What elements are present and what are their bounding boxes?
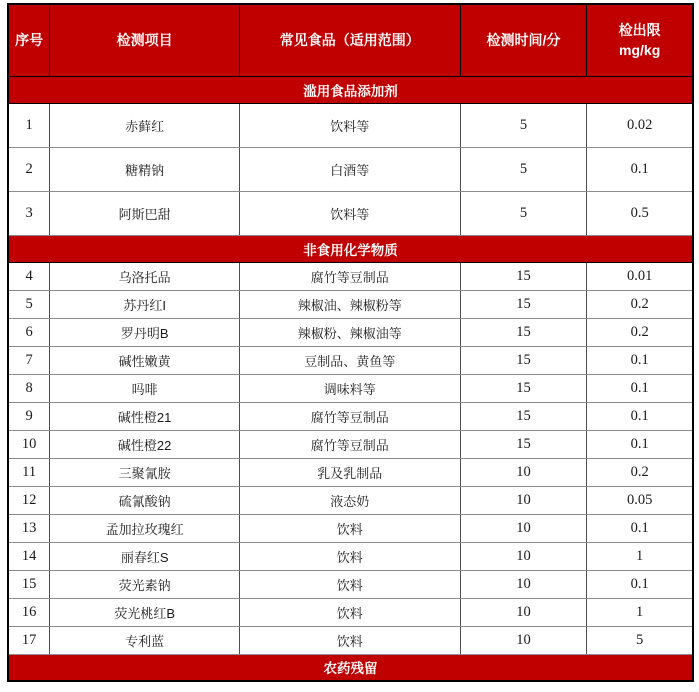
cell-item: 碱性橙22 (50, 430, 240, 458)
cell-time: 10 (460, 458, 587, 486)
cell-foods: 乳及乳制品 (240, 458, 461, 486)
section-band-pesticides (8, 654, 693, 681)
cell-limit: 0.1 (587, 147, 693, 191)
header-limit-line2: mg/kg (619, 42, 661, 59)
cell-item: 乌洛托品 (50, 262, 240, 290)
cell-limit: 1 (587, 542, 693, 570)
cell-limit: 0.2 (587, 318, 693, 346)
section-title: 滥用食品添加剂 (8, 76, 693, 103)
cell-foods: 饮料 (240, 542, 461, 570)
cell-item: 专利蓝 (50, 626, 240, 654)
cell-no: 13 (8, 514, 50, 542)
cell-limit: 0.05 (587, 486, 693, 514)
cell-time: 15 (460, 402, 587, 430)
cell-foods: 辣椒油、辣椒粉等 (240, 290, 461, 318)
cell-limit: 0.01 (587, 262, 693, 290)
section-title: 非食用化学物质 (8, 235, 693, 262)
header-item: 检测项目 (50, 4, 240, 76)
cell-no: 1 (8, 103, 50, 147)
cell-foods: 白酒等 (240, 147, 461, 191)
table-row (8, 191, 693, 235)
table-row (8, 570, 693, 598)
cell-item: 苏丹红I (50, 290, 240, 318)
cell-time: 15 (460, 262, 587, 290)
cell-limit: 0.1 (587, 346, 693, 374)
cell-time: 10 (460, 514, 587, 542)
section-title: 农药残留 (8, 654, 693, 681)
cell-time: 5 (460, 147, 587, 191)
cell-item: 阿斯巴甜 (50, 191, 240, 235)
cell-item: 荧光素钠 (50, 570, 240, 598)
cell-item: 碱性嫩黄 (50, 346, 240, 374)
cell-foods: 豆制品、黄鱼等 (240, 346, 461, 374)
table-row (8, 262, 693, 290)
cell-time: 15 (460, 346, 587, 374)
table-row (8, 290, 693, 318)
cell-foods: 调味料等 (240, 374, 461, 402)
table-header-row (8, 4, 693, 76)
table-row (8, 318, 693, 346)
cell-time: 15 (460, 290, 587, 318)
section-band-chemicals (8, 235, 693, 262)
cell-no: 16 (8, 598, 50, 626)
cell-limit: 0.1 (587, 430, 693, 458)
cell-no: 14 (8, 542, 50, 570)
cell-item: 荧光桃红B (50, 598, 240, 626)
table-row (8, 103, 693, 147)
cell-time: 10 (460, 542, 587, 570)
cell-foods: 腐竹等豆制品 (240, 430, 461, 458)
cell-item: 吗啡 (50, 374, 240, 402)
cell-limit: 5 (587, 626, 693, 654)
section-band-additives (8, 76, 693, 103)
cell-limit: 0.2 (587, 458, 693, 486)
cell-limit: 0.2 (587, 290, 693, 318)
cell-foods: 饮料 (240, 626, 461, 654)
cell-time: 5 (460, 191, 587, 235)
table-row (8, 402, 693, 430)
cell-no: 3 (8, 191, 50, 235)
table-row (8, 514, 693, 542)
table-row (8, 458, 693, 486)
cell-no: 2 (8, 147, 50, 191)
cell-time: 10 (460, 598, 587, 626)
cell-limit: 0.5 (587, 191, 693, 235)
cell-no: 6 (8, 318, 50, 346)
cell-limit: 0.1 (587, 570, 693, 598)
header-foods: 常见食品（适用范围） (240, 4, 461, 76)
detection-table (7, 3, 694, 682)
cell-no: 8 (8, 374, 50, 402)
cell-foods: 液态奶 (240, 486, 461, 514)
table-row (8, 346, 693, 374)
cell-item: 罗丹明B (50, 318, 240, 346)
cell-limit: 1 (587, 598, 693, 626)
cell-foods: 饮料 (240, 570, 461, 598)
table-row (8, 430, 693, 458)
cell-no: 11 (8, 458, 50, 486)
cell-limit: 0.1 (587, 374, 693, 402)
table-row (8, 626, 693, 654)
cell-no: 15 (8, 570, 50, 598)
cell-time: 15 (460, 374, 587, 402)
table-row (8, 542, 693, 570)
cell-limit: 0.1 (587, 514, 693, 542)
cell-time: 5 (460, 103, 587, 147)
cell-item: 三聚氰胺 (50, 458, 240, 486)
header-time: 检测时间/分 (460, 4, 587, 76)
cell-time: 10 (460, 486, 587, 514)
cell-item: 碱性橙21 (50, 402, 240, 430)
table-row (8, 598, 693, 626)
cell-foods: 饮料 (240, 598, 461, 626)
cell-item: 糖精钠 (50, 147, 240, 191)
cell-no: 4 (8, 262, 50, 290)
cell-no: 10 (8, 430, 50, 458)
cell-time: 15 (460, 430, 587, 458)
table-row (8, 147, 693, 191)
cell-item: 丽春红S (50, 542, 240, 570)
header-no: 序号 (8, 4, 50, 76)
cell-time: 10 (460, 570, 587, 598)
cell-no: 17 (8, 626, 50, 654)
header-limit (587, 4, 693, 76)
cell-no: 7 (8, 346, 50, 374)
cell-no: 5 (8, 290, 50, 318)
cell-item: 硫氰酸钠 (50, 486, 240, 514)
cell-foods: 饮料 (240, 514, 461, 542)
table-row (8, 374, 693, 402)
cell-foods: 腐竹等豆制品 (240, 402, 461, 430)
cell-foods: 辣椒粉、辣椒油等 (240, 318, 461, 346)
cell-foods: 腐竹等豆制品 (240, 262, 461, 290)
cell-no: 9 (8, 402, 50, 430)
cell-foods: 饮料等 (240, 191, 461, 235)
cell-limit: 0.02 (587, 103, 693, 147)
cell-item: 赤藓红 (50, 103, 240, 147)
cell-limit: 0.1 (587, 402, 693, 430)
cell-no: 12 (8, 486, 50, 514)
cell-time: 15 (460, 318, 587, 346)
table-row (8, 486, 693, 514)
cell-foods: 饮料等 (240, 103, 461, 147)
header-limit-line1: 检出限 (618, 21, 661, 38)
cell-item: 孟加拉玫瑰红 (50, 514, 240, 542)
cell-time: 10 (460, 626, 587, 654)
